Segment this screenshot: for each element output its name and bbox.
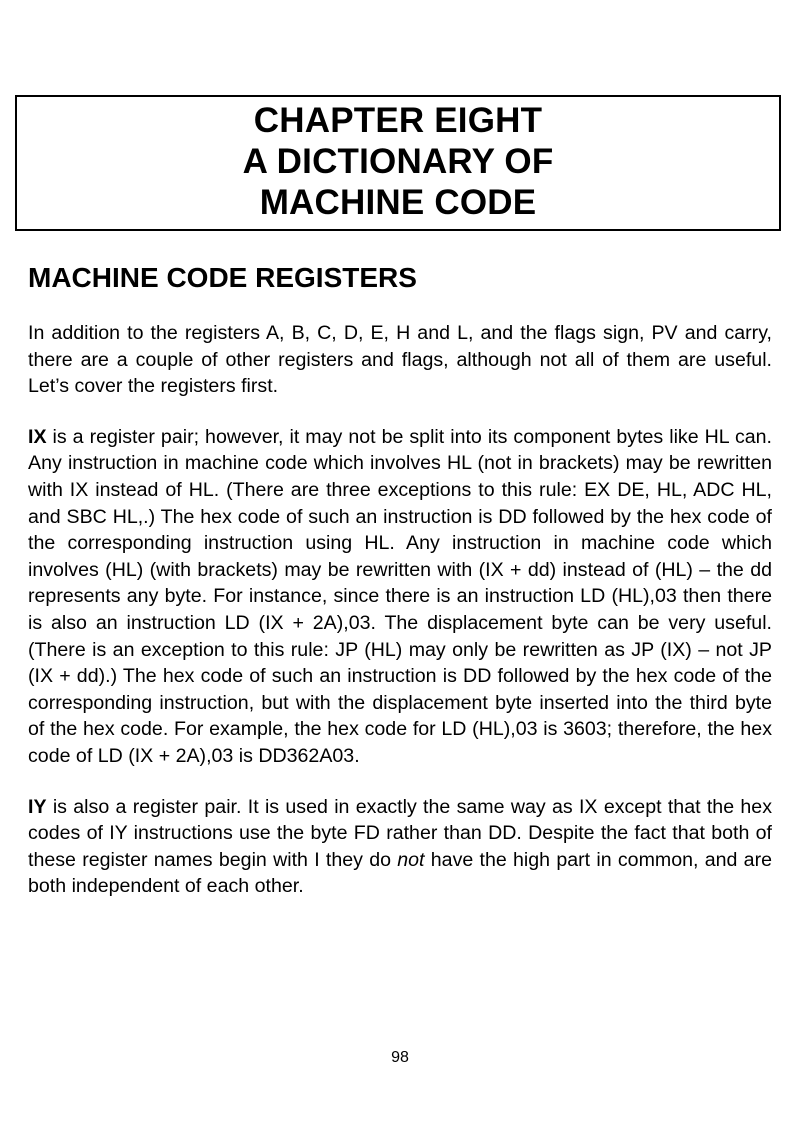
iy-description-end: have the high part in common, and are both independent of each other.: [28, 848, 773, 898]
chapter-number: CHAPTER EIGHT: [253, 101, 543, 140]
ix-term: IX: [28, 425, 47, 448]
section-heading: MACHINE CODE REGISTERS: [28, 262, 417, 293]
body-text: [28, 320, 772, 924]
chapter-title-box: [15, 95, 781, 231]
page-number: 98: [391, 1049, 409, 1066]
iy-description-start: is also a register pair. It is used in exactly the same way as IX except that the hex codes of IY instructions use the byte FD rather than DD. Despite the fact that both of these register names begin with I they do: [28, 795, 772, 871]
intro-paragraph: In addition to the registers A, B, C, D, E, H and L, and the flags sign, PV and carry, there are a couple of other registers and flags, although not all of them are useful. Let’s cover the registers first.: [28, 322, 772, 398]
iy-emphasis: not: [397, 848, 425, 871]
iy-term: IY: [28, 795, 47, 818]
ix-description: is a register pair; however, it may not be split into its component bytes like HL can. Any instruction in machine code which involves HL (not in brackets) may be rewritten with IX instead of HL. (There are three exceptions to this rule: EX DE, HL, ADC HL, and SBC HL,.) The hex code of such an instruction is DD followed by the hex code of the corresponding instruction using HL. Any instruction in machine code which involves (HL) (with brackets) may be rewritten with (IX + dd) instead of (HL) – the dd represents any byte. For instance, since there is an instruction LD (HL),03 then there is also an instruction LD (IX + 2A),03. The displacement byte can be very useful. (There is an exception to this rule: JP (HL) may only be rewritten as JP (IX) – not JP (IX + dd).) The hex code of such an instruction is DD followed by the hex code of the corresponding instruction, but with the displacement byte inserted into the third byte of the hex code. For example, the hex code for LD (HL),03 is 3603; therefore, the hex code of LD (IX + 2A),03 is DD362A03.: [28, 425, 772, 767]
chapter-title-line-1: A DICTIONARY OF: [242, 142, 554, 181]
iy-paragraph: [28, 794, 772, 900]
chapter-title-line-2: MACHINE CODE: [259, 183, 537, 222]
ix-paragraph: [28, 424, 772, 770]
